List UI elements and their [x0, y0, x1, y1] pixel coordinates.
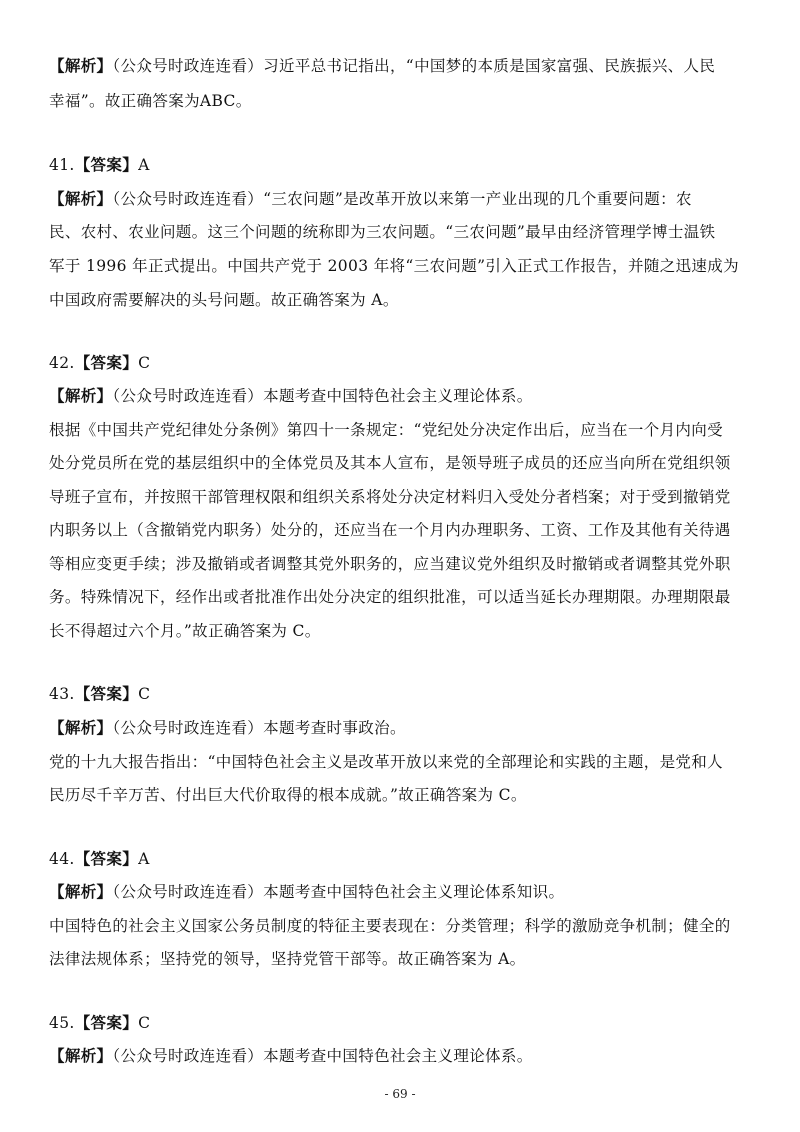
q40-analysis-line-2: 幸福”。故正确答案为ABC。	[49, 92, 252, 110]
q42-analysis-line-5: 内职务以上（含撤销党内职务）处分的，还应当在一个月内办理职务、工资、工作及其他有关待遇	[49, 521, 731, 539]
q42-analysis-line-2: 根据《中国共产党纪律处分条例》第四十一条规定：“党纪处分决定作出后，应当在一个月内向受	[49, 421, 723, 439]
q44-answer: 44.【答案】A	[49, 849, 150, 868]
page-number: - 69 -	[384, 1087, 416, 1101]
q41-answer: 41.【答案】A	[49, 155, 150, 174]
q43-analysis-line-1: 【解析】（公众号时政连连看）本题考查时事政治。	[49, 718, 406, 737]
q40-analysis-line-1: 【解析】（公众号时政连连看）习近平总书记指出，“中国梦的本质是国家富强、民族振兴、人民	[49, 56, 716, 75]
q42-analysis-line-7: 务。特殊情况下，经作出或者批准作出处分决定的组织批准，可以适当延长办理期限。办理期限最	[49, 588, 731, 606]
q42-analysis-line-4: 导班子宣布，并按照干部管理权限和组织关系将处分决定材料归入受处分者档案；对于受到撤销党	[49, 488, 731, 506]
q42-analysis-line-1: 【解析】（公众号时政连连看）本题考查中国特色社会主义理论体系。	[49, 386, 533, 405]
q43-analysis-line-3: 民历尽千辛万苦、付出巨大代价取得的根本成就。”故正确答案为 C。	[49, 786, 527, 804]
q44-analysis-line-3: 法律法规体系；坚持党的领导，坚持党管干部等。故正确答案为 A。	[49, 950, 526, 968]
q44-analysis-line-2: 中国特色的社会主义国家公务员制度的特征主要表现在：分类管理；科学的激励竞争机制；健全的	[49, 917, 731, 935]
q42-analysis-line-8: 长不得超过六个月。”故正确答案为 C。	[49, 622, 321, 640]
q41-analysis-line-1: 【解析】（公众号时政连连看）“三农问题”是改革开放以来第一产业出现的几个重要问题：农	[49, 189, 692, 208]
q42-answer: 42.【答案】C	[49, 353, 151, 372]
q42-analysis-line-3: 处分党员所在党的基层组织中的全体党员及其本人宣布，是领导班子成员的还应当向所在党组织领	[49, 454, 731, 472]
q45-answer: 45.【答案】C	[49, 1013, 151, 1032]
q45-analysis-line-1: 【解析】（公众号时政连连看）本题考查中国特色社会主义理论体系。	[49, 1046, 533, 1065]
q43-answer: 43.【答案】C	[49, 684, 151, 703]
q43-analysis-line-2: 党的十九大报告指出：“中国特色社会主义是改革开放以来党的全部理论和实践的主题，是党和人	[49, 753, 723, 771]
q41-analysis-line-2: 民、农村、农业问题。这三个问题的统称即为三农问题。“三农问题”最早由经济管理学博士温铁	[49, 223, 716, 241]
q41-analysis-line-3: 军于 1996 年正式提出。中国共产党于 2003 年将“三农问题”引入正式工作报告，并随之迅速成为	[49, 257, 739, 275]
q44-analysis-line-1: 【解析】（公众号时政连连看）本题考查中国特色社会主义理论体系知识。	[49, 882, 565, 901]
q41-analysis-line-4: 中国政府需要解决的头号问题。故正确答案为 A。	[49, 291, 399, 309]
q42-analysis-line-6: 等相应变更手续；涉及撤销或者调整其党外职务的，应当建议党外组织及时撤销或者调整其党外职	[49, 555, 731, 573]
